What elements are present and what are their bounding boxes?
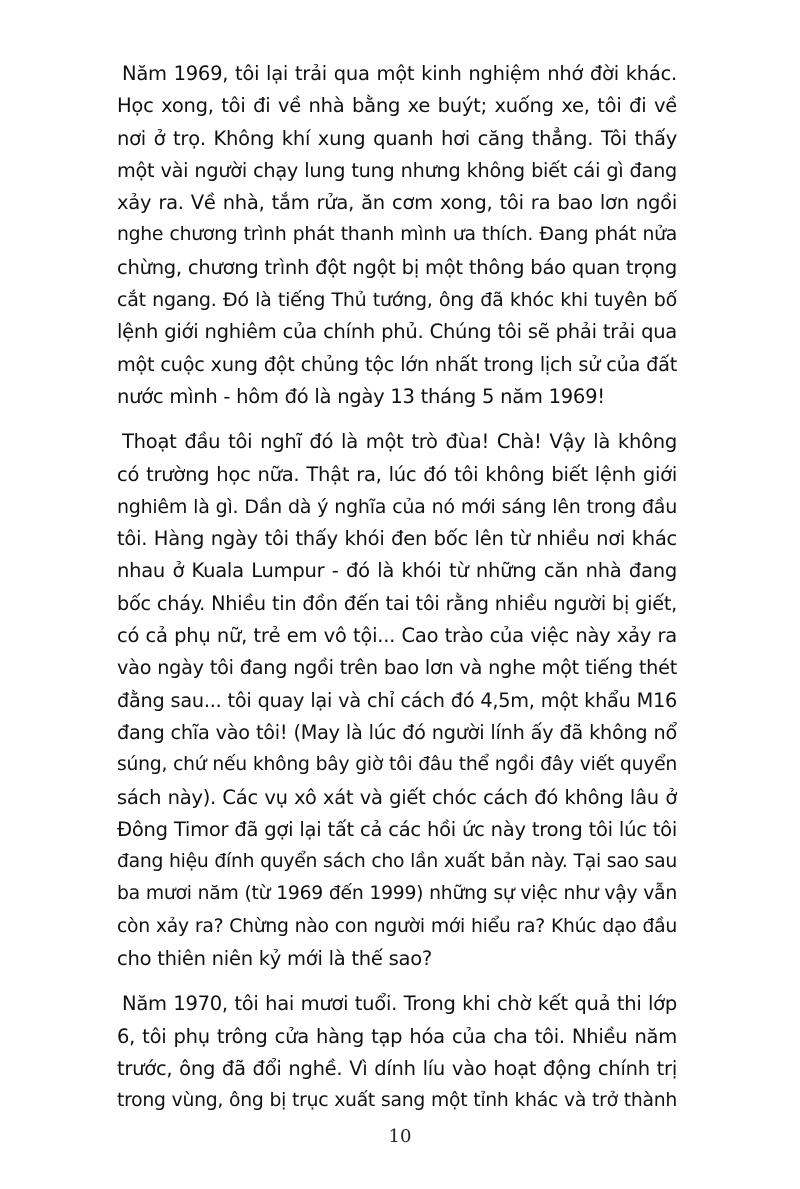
paragraph-2 xyxy=(117,426,677,975)
text-line: cho thiên niên kỷ mới là thế sao? xyxy=(117,947,432,971)
text-line: tôi. Hàng ngày tôi thấy khói đen bốc lên từ nhiều nơi khác xyxy=(117,527,677,551)
text-line: trong vùng, ông bị trục xuất sang một tỉnh khác và trở thành xyxy=(117,1090,677,1112)
text-line: nhau ở Kuala Lumpur - đó là khói từ những căn nhà đang xyxy=(117,559,677,583)
text-line: đằng sau... tôi quay lại và chỉ cách đó 4,5m, một khẩu M16 xyxy=(117,688,677,712)
text-line: bốc cháy. Nhiều tin đồn đến tai tôi rằng nhiều người bị giết, xyxy=(117,591,677,615)
text-line: Đông Timor đã gợi lại tất cả các hồi ức này trong tôi lúc tôi xyxy=(117,817,677,841)
text-line: trước, ông đã đổi nghề. Vì dính líu vào hoạt động chính trị xyxy=(117,1056,677,1080)
text-line: đang hiệu đính quyển sách cho lần xuất bản này. Tại sao sau xyxy=(117,851,677,873)
text-line: vào ngày tôi đang ngồi trên bao lơn và nghe một tiếng thét xyxy=(117,656,677,680)
text-line: Năm 1970, tôi hai mươi tuổi. Trong khi chờ kết quả thi lớp xyxy=(122,992,677,1016)
text-line: một vài người chạy lung tung nhưng không biết cái gì đang xyxy=(117,158,677,182)
paragraph-3 xyxy=(117,988,677,1117)
text-line: lệnh giới nghiêm của chính phủ. Chúng tôi sẽ phải trải qua xyxy=(117,320,677,344)
text-line: nước mình - hôm đó là ngày 13 tháng 5 năm 1969! xyxy=(117,384,605,408)
body-text xyxy=(117,58,677,1131)
paragraph-1 xyxy=(117,58,677,413)
text-line: chừng, chương trình đột ngột bị một thông báo quan trọng xyxy=(117,255,677,279)
text-line: có cả phụ nữ, trẻ em vô tội... Cao trào của việc này xảy ra xyxy=(117,624,677,648)
text-line: cắt ngang. Đó là tiếng Thủ tướng, ông đã khóc khi tuyên bố xyxy=(117,289,677,312)
text-line: ba mươi năm (từ 1969 đến 1999) những sự việc như vậy vẫn xyxy=(117,883,677,905)
text-line: còn xảy ra? Chừng nào con người mới hiểu ra? Khúc dạo đầu xyxy=(117,915,677,937)
text-line: Thoạt đầu tôi nghĩ đó là một trò đùa! Chà! Vậy là không xyxy=(122,430,677,454)
text-line: súng, chứ nếu không bây giờ tôi đâu thể ngồi đây viết quyển xyxy=(117,754,677,776)
text-line: 6, tôi phụ trông cửa hàng tạp hóa của cha tôi. Nhiều năm xyxy=(117,1024,677,1048)
text-line: đang chĩa vào tôi! (May là lúc đó người lính ấy đã không nổ xyxy=(117,720,677,744)
text-line: xảy ra. Về nhà, tắm rửa, ăn cơm xong, tôi ra bao lơn ngồi xyxy=(117,191,677,215)
text-line: nghiêm là gì. Dần dà ý nghĩa của nó mới sáng lên trong đầu xyxy=(117,495,677,518)
text-line: Học xong, tôi đi về nhà bằng xe buýt; xuống xe, tôi đi về xyxy=(117,94,677,118)
text-line: nơi ở trọ. Không khí xung quanh hơi căng thẳng. Tôi thấy xyxy=(117,126,677,150)
text-line: một cuộc xung đột chủng tộc lớn nhất trong lịch sử của đất xyxy=(117,352,677,376)
text-line: có trường học nữa. Thật ra, lúc đó tôi không biết lệnh giới xyxy=(117,462,677,486)
text-line: sách này). Các vụ xô xát và giết chóc cách đó không lâu ở xyxy=(117,785,677,809)
text-line: Năm 1969, tôi lại trải qua một kinh nghiệm nhớ đời khác. xyxy=(122,62,677,85)
text-line: nghe chương trình phát thanh mình ưa thích. Đang phát nửa xyxy=(117,224,677,246)
page-number: 10 xyxy=(388,1126,412,1147)
